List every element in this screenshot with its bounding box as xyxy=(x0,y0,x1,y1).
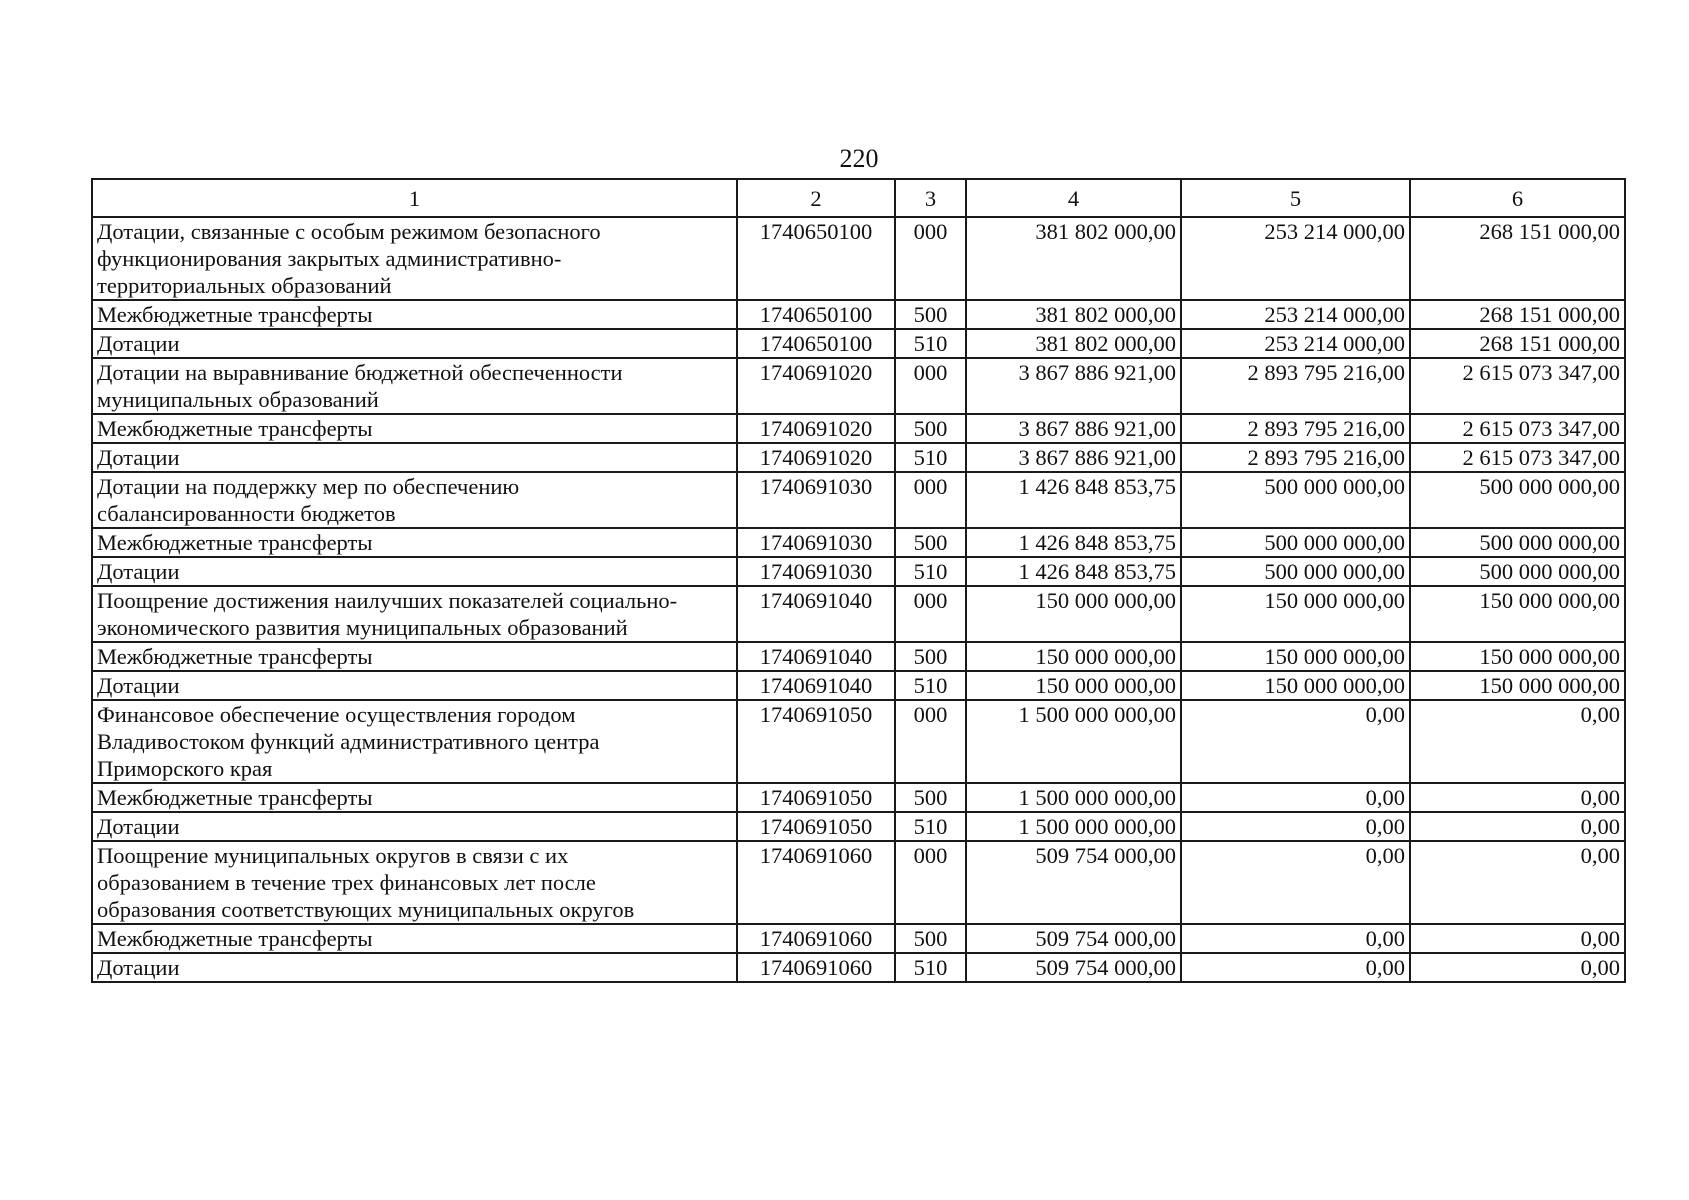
table-row xyxy=(92,472,1625,528)
row-code-cell: 1740691050 xyxy=(737,812,895,841)
column-header: 2 xyxy=(737,179,895,217)
row-name-cell xyxy=(92,700,737,783)
column-header: 3 xyxy=(895,179,966,217)
amount-col5-cell: 0,00 xyxy=(1181,841,1410,924)
amount-col5-cell: 0,00 xyxy=(1181,924,1410,953)
header-row xyxy=(92,179,1625,217)
row-name-line: Межбюджетные трансферты xyxy=(97,416,373,441)
amount-col5-cell: 0,00 xyxy=(1181,953,1410,982)
table-row xyxy=(92,358,1625,414)
row-type-cell: 500 xyxy=(895,642,966,671)
row-type-cell: 510 xyxy=(895,953,966,982)
row-name-line: Дотации xyxy=(97,814,180,839)
amount-col6-cell: 500 000 000,00 xyxy=(1410,528,1625,557)
amount-col5-cell: 150 000 000,00 xyxy=(1181,586,1410,642)
row-code-cell: 1740650100 xyxy=(737,300,895,329)
table-row xyxy=(92,642,1625,671)
row-type-cell: 510 xyxy=(895,443,966,472)
amount-col5-cell: 500 000 000,00 xyxy=(1181,557,1410,586)
amount-col4-cell: 150 000 000,00 xyxy=(966,586,1181,642)
amount-col6-cell: 0,00 xyxy=(1410,812,1625,841)
row-code-cell: 1740650100 xyxy=(737,217,895,300)
amount-col4-cell: 3 867 886 921,00 xyxy=(966,414,1181,443)
row-type-cell: 000 xyxy=(895,700,966,783)
amount-col4-cell: 3 867 886 921,00 xyxy=(966,358,1181,414)
page-number: 220 xyxy=(839,144,879,173)
row-name-line: территориальных образований xyxy=(97,273,392,298)
row-type-cell: 510 xyxy=(895,557,966,586)
row-name-cell xyxy=(92,783,737,812)
row-name-cell xyxy=(92,841,737,924)
amount-col4-cell: 1 500 000 000,00 xyxy=(966,700,1181,783)
amount-col5-cell: 0,00 xyxy=(1181,700,1410,783)
column-header: 4 xyxy=(966,179,1181,217)
row-code-cell: 1740691030 xyxy=(737,557,895,586)
amount-col6-cell: 0,00 xyxy=(1410,700,1625,783)
row-name-cell xyxy=(92,528,737,557)
amount-col6-cell: 150 000 000,00 xyxy=(1410,671,1625,700)
table-row xyxy=(92,528,1625,557)
row-name-line: Дотации на выравнивание бюджетной обеспеченности xyxy=(97,360,623,385)
row-code-cell: 1740691040 xyxy=(737,586,895,642)
row-type-cell: 510 xyxy=(895,329,966,358)
amount-col6-cell: 268 151 000,00 xyxy=(1410,329,1625,358)
table-row xyxy=(92,953,1625,982)
table-row xyxy=(92,443,1625,472)
row-name-cell xyxy=(92,358,737,414)
table-row xyxy=(92,557,1625,586)
row-name-line: Дотации, связанные с особым режимом безопасного xyxy=(97,219,601,244)
amount-col5-cell: 253 214 000,00 xyxy=(1181,217,1410,300)
row-name-cell xyxy=(92,472,737,528)
row-code-cell: 1740691060 xyxy=(737,841,895,924)
row-type-cell: 000 xyxy=(895,217,966,300)
table-row xyxy=(92,671,1625,700)
row-code-cell: 1740691050 xyxy=(737,700,895,783)
amount-col4-cell: 381 802 000,00 xyxy=(966,300,1181,329)
row-type-cell: 500 xyxy=(895,783,966,812)
row-name-line: Дотации xyxy=(97,559,180,584)
row-code-cell: 1740691030 xyxy=(737,528,895,557)
table-row xyxy=(92,700,1625,783)
amount-col5-cell: 2 893 795 216,00 xyxy=(1181,358,1410,414)
row-type-cell: 500 xyxy=(895,924,966,953)
row-name-line: экономического развития муниципальных образований xyxy=(97,615,628,640)
amount-col6-cell: 500 000 000,00 xyxy=(1410,557,1625,586)
row-name-cell xyxy=(92,217,737,300)
row-name-line: образованием в течение трех финансовых лет после xyxy=(97,870,596,895)
table-row xyxy=(92,924,1625,953)
column-header: 5 xyxy=(1181,179,1410,217)
column-header: 1 xyxy=(92,179,737,217)
amount-col6-cell: 500 000 000,00 xyxy=(1410,472,1625,528)
amount-col4-cell: 381 802 000,00 xyxy=(966,217,1181,300)
row-name-cell xyxy=(92,557,737,586)
column-header: 6 xyxy=(1410,179,1625,217)
row-code-cell: 1740691020 xyxy=(737,414,895,443)
row-type-cell: 000 xyxy=(895,841,966,924)
table-row xyxy=(92,414,1625,443)
row-name-line: Межбюджетные трансферты xyxy=(97,926,373,951)
row-name-line: Дотации xyxy=(97,445,180,470)
amount-col6-cell: 0,00 xyxy=(1410,783,1625,812)
amount-col6-cell: 150 000 000,00 xyxy=(1410,586,1625,642)
row-name-line: функционирования закрытых административно- xyxy=(97,246,562,271)
amount-col4-cell: 3 867 886 921,00 xyxy=(966,443,1181,472)
amount-col5-cell: 2 893 795 216,00 xyxy=(1181,414,1410,443)
amount-col4-cell: 509 754 000,00 xyxy=(966,953,1181,982)
row-name-line: Поощрение муниципальных округов в связи с их xyxy=(97,843,569,868)
amount-col6-cell: 268 151 000,00 xyxy=(1410,300,1625,329)
row-name-cell xyxy=(92,414,737,443)
budget-table xyxy=(91,178,1626,983)
amount-col6-cell: 2 615 073 347,00 xyxy=(1410,358,1625,414)
row-name-line: Межбюджетные трансферты xyxy=(97,644,373,669)
amount-col5-cell: 150 000 000,00 xyxy=(1181,671,1410,700)
row-type-cell: 000 xyxy=(895,472,966,528)
amount-col4-cell: 509 754 000,00 xyxy=(966,841,1181,924)
amount-col6-cell: 2 615 073 347,00 xyxy=(1410,443,1625,472)
row-name-line: Дотации xyxy=(97,955,180,980)
row-name-line: Межбюджетные трансферты xyxy=(97,785,373,810)
row-code-cell: 1740691060 xyxy=(737,953,895,982)
row-name-cell xyxy=(92,924,737,953)
row-name-cell xyxy=(92,300,737,329)
row-type-cell: 500 xyxy=(895,300,966,329)
amount-col5-cell: 0,00 xyxy=(1181,812,1410,841)
amount-col4-cell: 150 000 000,00 xyxy=(966,642,1181,671)
row-type-cell: 500 xyxy=(895,528,966,557)
row-name-cell xyxy=(92,812,737,841)
amount-col4-cell: 1 426 848 853,75 xyxy=(966,557,1181,586)
row-type-cell: 510 xyxy=(895,671,966,700)
amount-col6-cell: 0,00 xyxy=(1410,841,1625,924)
amount-col4-cell: 1 500 000 000,00 xyxy=(966,812,1181,841)
row-code-cell: 1740650100 xyxy=(737,329,895,358)
row-name-line: Поощрение достижения наилучших показателей социально- xyxy=(97,588,678,613)
amount-col6-cell: 150 000 000,00 xyxy=(1410,642,1625,671)
amount-col5-cell: 253 214 000,00 xyxy=(1181,329,1410,358)
row-code-cell: 1740691030 xyxy=(737,472,895,528)
row-code-cell: 1740691050 xyxy=(737,783,895,812)
row-name-line: Дотации xyxy=(97,673,180,698)
row-name-line: Дотации на поддержку мер по обеспечению xyxy=(97,474,520,499)
amount-col4-cell: 1 426 848 853,75 xyxy=(966,528,1181,557)
row-name-line: Приморского края xyxy=(97,756,273,781)
row-name-cell xyxy=(92,642,737,671)
row-name-line: Финансовое обеспечение осуществления городом xyxy=(97,702,576,727)
row-name-line: сбалансированности бюджетов xyxy=(97,501,396,526)
amount-col4-cell: 1 426 848 853,75 xyxy=(966,472,1181,528)
row-name-line: Дотации xyxy=(97,331,180,356)
amount-col4-cell: 509 754 000,00 xyxy=(966,924,1181,953)
amount-col4-cell: 150 000 000,00 xyxy=(966,671,1181,700)
row-name-line: муниципальных образований xyxy=(97,387,379,412)
table-row xyxy=(92,217,1625,300)
amount-col4-cell: 1 500 000 000,00 xyxy=(966,783,1181,812)
row-type-cell: 000 xyxy=(895,358,966,414)
amount-col5-cell: 150 000 000,00 xyxy=(1181,642,1410,671)
row-code-cell: 1740691040 xyxy=(737,671,895,700)
row-code-cell: 1740691020 xyxy=(737,443,895,472)
row-name-cell xyxy=(92,671,737,700)
row-code-cell: 1740691060 xyxy=(737,924,895,953)
amount-col6-cell: 0,00 xyxy=(1410,953,1625,982)
row-name-line: Владивостоком функций административного центра xyxy=(97,729,600,754)
row-name-line: Межбюджетные трансферты xyxy=(97,530,373,555)
amount-col4-cell: 381 802 000,00 xyxy=(966,329,1181,358)
row-name-line: Межбюджетные трансферты xyxy=(97,302,373,327)
table-row xyxy=(92,300,1625,329)
row-type-cell: 000 xyxy=(895,586,966,642)
row-name-line: образования соответствующих муниципальных округов xyxy=(97,897,635,922)
table-body xyxy=(92,217,1625,982)
table-row xyxy=(92,841,1625,924)
amount-col5-cell: 253 214 000,00 xyxy=(1181,300,1410,329)
amount-col6-cell: 2 615 073 347,00 xyxy=(1410,414,1625,443)
table-row xyxy=(92,783,1625,812)
amount-col5-cell: 0,00 xyxy=(1181,783,1410,812)
row-type-cell: 500 xyxy=(895,414,966,443)
amount-col5-cell: 500 000 000,00 xyxy=(1181,528,1410,557)
row-type-cell: 510 xyxy=(895,812,966,841)
row-code-cell: 1740691040 xyxy=(737,642,895,671)
amount-col6-cell: 0,00 xyxy=(1410,924,1625,953)
row-name-cell xyxy=(92,586,737,642)
row-name-cell xyxy=(92,329,737,358)
table-row xyxy=(92,812,1625,841)
amount-col5-cell: 2 893 795 216,00 xyxy=(1181,443,1410,472)
row-name-cell xyxy=(92,953,737,982)
table-row xyxy=(92,329,1625,358)
table-row xyxy=(92,586,1625,642)
amount-col5-cell: 500 000 000,00 xyxy=(1181,472,1410,528)
row-name-cell xyxy=(92,443,737,472)
amount-col6-cell: 268 151 000,00 xyxy=(1410,217,1625,300)
row-code-cell: 1740691020 xyxy=(737,358,895,414)
